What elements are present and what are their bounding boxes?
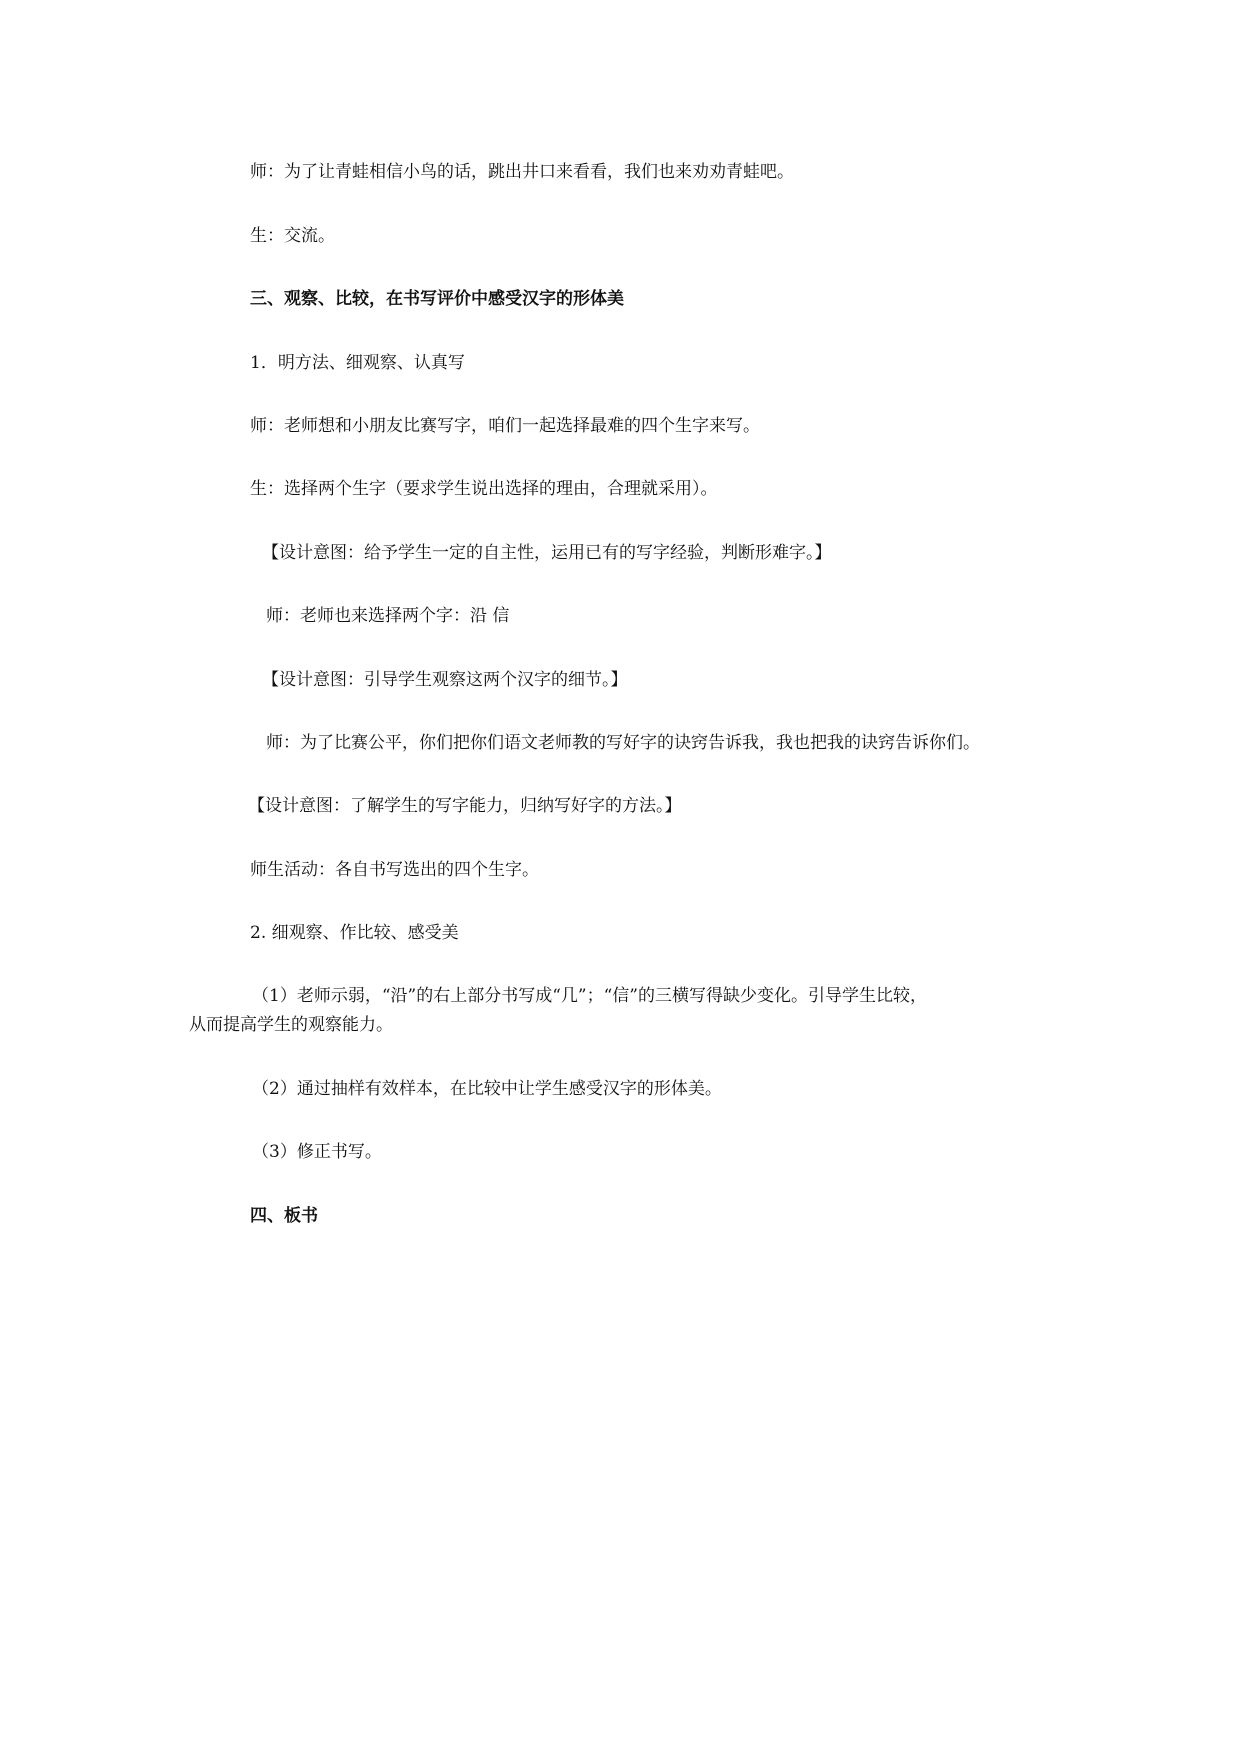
activity-line: 师生活动：各自书写选出的四个生字。 [250, 860, 539, 880]
design-intent-note: 【设计意图：引导学生观察这两个汉字的细节。】 [262, 670, 628, 690]
dialogue-line: 师：老师想和小朋友比赛写字，咱们一起选择最难的四个生字来写。 [250, 416, 760, 436]
list-item: （1）老师示弱，“沿”的右上部分书写成“几”；“信”的三横写得缺少变化。引导学生比较， [252, 986, 927, 1006]
section-heading: 四、板书 [250, 1206, 318, 1226]
design-intent-note: 【设计意图：了解学生的写字能力，归纳写好字的方法。】 [248, 796, 682, 816]
list-item-continuation: 从而提高学生的观察能力。 [189, 1015, 393, 1035]
dialogue-line: 生：交流。 [250, 226, 335, 246]
list-item: （2）通过抽样有效样本，在比较中让学生感受汉字的形体美。 [252, 1079, 722, 1099]
dialogue-line: 师：为了让青蛙相信小鸟的话，跳出井口来看看，我们也来劝劝青蛙吧。 [250, 162, 794, 182]
dialogue-line: 生：选择两个生字（要求学生说出选择的理由，合理就采用）。 [250, 479, 718, 499]
subsection-heading: 2. 细观察、作比较、感受美 [250, 923, 459, 943]
design-intent-note: 【设计意图：给予学生一定的自主性，运用已有的写字经验，判断形难字。】 [262, 543, 832, 563]
list-item: （3）修正书写。 [252, 1142, 382, 1162]
subsection-heading: 1．明方法、细观察、认真写 [250, 353, 465, 373]
section-heading: 三、观察、比较，在书写评价中感受汉字的形体美 [250, 289, 624, 309]
dialogue-line: 师：为了比赛公平，你们把你们语文老师教的写好字的诀窍告诉我，我也把我的诀窍告诉你们。 [266, 733, 980, 753]
dialogue-line: 师：老师也来选择两个字：沿 信 [266, 606, 510, 626]
